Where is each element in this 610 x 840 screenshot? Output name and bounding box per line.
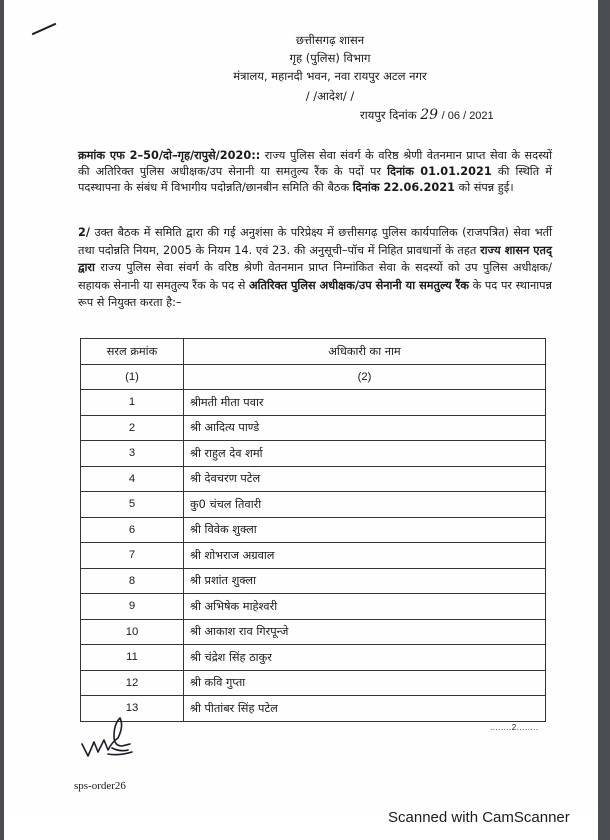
table-row: [81, 492, 546, 518]
table-subheader-row: [81, 364, 546, 390]
officer-name: श्री कवि गुप्ता: [184, 670, 546, 696]
order-reference: क्रमांक एफ 2–50/दो–गृह/रापुसे/2020::: [78, 149, 261, 162]
serial-number: 2: [81, 415, 184, 441]
page-continuation: ........2........: [490, 723, 539, 732]
serial-number: 7: [81, 543, 184, 569]
table-row: [81, 645, 546, 671]
subheader-1: (1): [81, 364, 184, 390]
department-name: गृह (पुलिस) विभाग: [289, 51, 371, 65]
serial-number: 10: [81, 619, 184, 645]
table-row: [81, 415, 546, 441]
officer-name: श्री आकाश राव गिरपून्जे: [184, 619, 546, 645]
subheader-2: (2): [184, 364, 546, 390]
authority-phrase: राज्य शासन एतद् द्वारा: [78, 243, 552, 274]
paragraph-1: [78, 148, 552, 197]
paragraph-2: [78, 224, 552, 312]
scanner-frame-right: [598, 0, 610, 840]
paragraph-2-number: 2/: [78, 226, 90, 239]
paragraph-2-text-c: के पद पर स्थानापन्न रूप से नियुक्त करता है:–: [78, 278, 552, 309]
officer-name: श्री आदित्य पाण्डे: [184, 415, 546, 441]
header-serial: सरल क्रमांक: [81, 339, 184, 365]
officer-name: श्री शोभराज अग्रवाल: [184, 543, 546, 569]
date-day-handwritten: 29: [420, 107, 439, 123]
officer-name: श्री राहुल देव शर्मा: [184, 441, 546, 467]
camscanner-watermark: Scanned with CamScanner: [388, 809, 570, 826]
serial-number: 5: [81, 492, 184, 518]
office-address: मंत्रालय, महानदी भवन, नवा रायपुर अटल नगर: [233, 69, 427, 83]
header-officer-name: अधिकारी का नाम: [184, 339, 546, 365]
serial-number: 12: [81, 670, 184, 696]
serial-number: 6: [81, 517, 184, 543]
paragraph-1-text-a: राज्य पुलिस सेवा संवर्ग के वरिष्ठ श्रेणी वेतनमान प्राप्त सेवा के सदस्यों की अतिरिक्त पुलिस अधीक्षक/उप सेनानी या समतुल्य रैंक के पदों पर: [78, 149, 552, 179]
date-month-year: / 06 / 2021: [441, 110, 494, 122]
paragraph-2-text-a: उक्त बैठक में समिति द्वारा की गई अनुशंसा के परिप्रेक्ष्य में छत्तीसगढ़ पुलिस कार्यपालिक (राजपत्रित) सेवा भर्ती तथा पदोन्नति नियम, 2005 के नियम 14. एवं 23. की अनुसूची–पॉच में निहित प्रावधानों के तहत: [78, 226, 552, 257]
officer-name: श्री प्रशांत शुक्ला: [184, 568, 546, 594]
officer-name: श्री देवचरण पटेल: [184, 466, 546, 492]
officer-name: श्री अभिषेक माहेश्वरी: [184, 594, 546, 620]
meeting-date: दिनांक 22.06.2021: [352, 181, 455, 195]
order-date: [360, 107, 494, 123]
table-header-row: [81, 339, 546, 365]
file-reference: sps-order26: [74, 780, 126, 792]
serial-number: 11: [81, 645, 184, 671]
officer-name: श्री विवेक शुक्ला: [184, 517, 546, 543]
government-name: छत्तीसगढ़ शासन: [295, 33, 365, 47]
paragraph-1-text-b: की स्थिति में पदस्थापना के संबंध में विभागीय पदोन्नति/छानबीन समिति की बैठक: [78, 165, 552, 195]
serial-number: 4: [81, 466, 184, 492]
paragraph-1-text-c: को संपन्न हुई।: [454, 181, 514, 195]
table-row: [81, 670, 546, 696]
serial-number: 3: [81, 441, 184, 467]
serial-number: 8: [81, 568, 184, 594]
table-row: [81, 594, 546, 620]
table-row: [81, 568, 546, 594]
table-row: [81, 696, 546, 722]
paragraph-2-text-b: राज्य पुलिस सेवा संवर्ग के वरिष्ठ श्रेणी वेतनमान प्राप्त निम्नांकित सेवा के सदस्यों को उप पुलिस अधीक्षक/सहायक सेनानी या समतुल्य रैंक के पद से: [78, 261, 552, 292]
signature: [78, 712, 138, 762]
table-row: [81, 466, 546, 492]
table-row: [81, 390, 546, 416]
officer-name: श्री पीतांबर सिंह पटेल: [184, 696, 546, 722]
table-row: [81, 441, 546, 467]
table-row: [81, 543, 546, 569]
promoted-rank: अतिरिक्त पुलिस अधीक्षक/उप सेनानी या समतुल्य रैंक: [249, 278, 469, 292]
serial-number: 13: [81, 696, 184, 722]
table-row: [81, 517, 546, 543]
officer-name: श्री चंद्रेश सिंह ठाकुर: [184, 645, 546, 671]
officers-table: [80, 338, 546, 722]
officer-name: कु0 चंचल तिवारी: [184, 492, 546, 518]
table-row: [81, 619, 546, 645]
serial-number: 9: [81, 594, 184, 620]
officer-name: श्रीमती मीता पवार: [184, 390, 546, 416]
serial-number: 1: [81, 390, 184, 416]
status-date: दिनांक 01.01.2021: [387, 165, 492, 179]
date-prefix: रायपुर दिनांक: [360, 108, 417, 122]
order-title: / /आदेश/ /: [305, 89, 355, 103]
